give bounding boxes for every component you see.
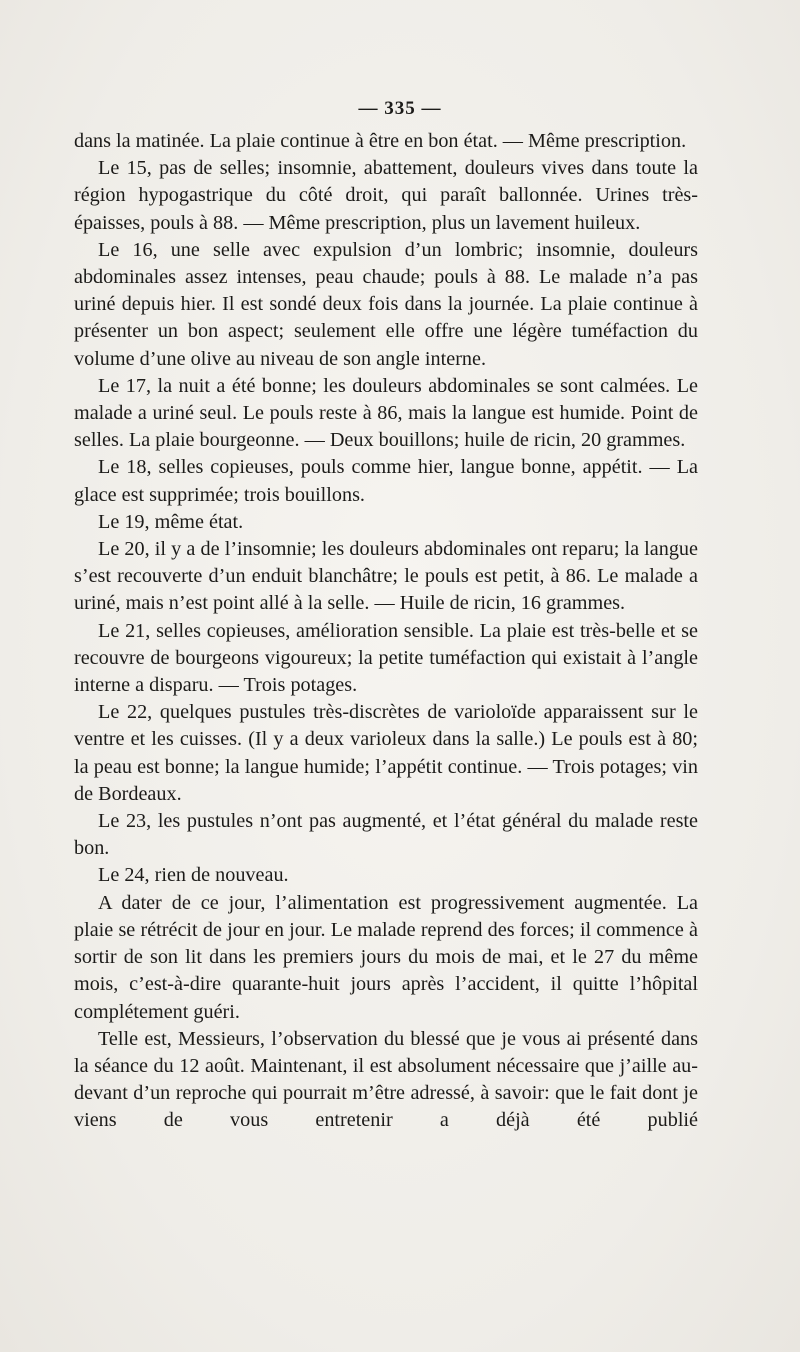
paragraph-day-18: Le 18, selles copieuses, pouls comme hier, langue bonne, appétit. — La glace est supprimée; trois bouillons.	[74, 456, 698, 506]
paragraph-day-22: Le 22, quelques pustules très-discrètes de varioloïde apparaissent sur le ventre et les cuisses. (Il y a deux varioleux dans la salle.) Le pouls est à 80; la peau est bonne; la langue humide; l’appétit continue. — Trois potages; vin de Bordeaux.	[74, 701, 698, 805]
page-number: — 335 —	[358, 98, 442, 119]
paragraph-day-23: Le 23, les pustules n’ont pas augmenté, et l’état général du malade reste bon.	[74, 810, 698, 860]
paragraph-day-15: Le 15, pas de selles; insomnie, abattement, douleurs vives dans toute la région hypogastrique du côté droit, qui paraît ballonnée. Urines très-épaisses, pouls à 88. — Même prescription, plus un lavement huileux.	[74, 157, 698, 234]
paragraph-day-24: Le 24, rien de nouveau.	[98, 864, 289, 887]
paragraph-day-17: Le 17, la nuit a été bonne; les douleurs abdominales se sont calmées. Le malade a uriné seul. Le pouls reste à 86, mais la langue est humide. Point de selles. La plaie bourgeonne. — Deux bouillons; huile de ricin, 20 grammes.	[74, 374, 698, 452]
paragraph-observation: Telle est, Messieurs, l’observation du blessé que je vous ai présenté dans la séance du 12 août. Maintenant, il est absolument nécessaire que j’aille au-devant d’un reproche qui pourrait m’être adressé, à savoir: que le fait dont je viens de vous entretenir a déjà été publié	[74, 1027, 698, 1132]
paragraph-day-19: Le 19, même état.	[98, 510, 244, 533]
body-text	[74, 128, 698, 1135]
paragraph-day-16: Le 16, une selle avec expulsion d’un lombric; insomnie, douleurs abdominales assez intenses, peau chaude; pouls à 88. Le malade n’a pas uriné depuis hier. Il est sondé deux fois dans la journée. La plaie continue à présenter un bon aspect; seulement elle offre une légère tuméfaction du volume d’une olive au niveau de son angle interne.	[74, 238, 698, 370]
paragraph-recovery: A dater de ce jour, l’alimentation est progressivement augmentée. La plaie se rétrécit de jour en jour. Le malade reprend des forces; il commence à sortir de son lit dans les premiers jours du mois de mai, et le 27 du même mois, c’est-à-dire quarante-huit jours après l’accident, il quitte l’hôpital complétement guéri.	[74, 891, 698, 1023]
paragraph-day-21: Le 21, selles copieuses, amélioration sensible. La plaie est très-belle et se recouvre de bourgeons vigoureux; la petite tuméfaction qui existait à l’angle interne a disparu. — Trois potages.	[74, 619, 698, 697]
paragraph-day-20: Le 20, il y a de l’insomnie; les douleurs abdominales ont reparu; la langue s’est recouverte d’un enduit blanchâtre; le pouls est petit, à 86. Le malade a uriné, mais n’est point allé à la selle. — Huile de ricin, 16 grammes.	[74, 538, 698, 615]
paragraph-continuation: dans la matinée. La plaie continue à être en bon état. — Même prescription.	[74, 130, 687, 152]
